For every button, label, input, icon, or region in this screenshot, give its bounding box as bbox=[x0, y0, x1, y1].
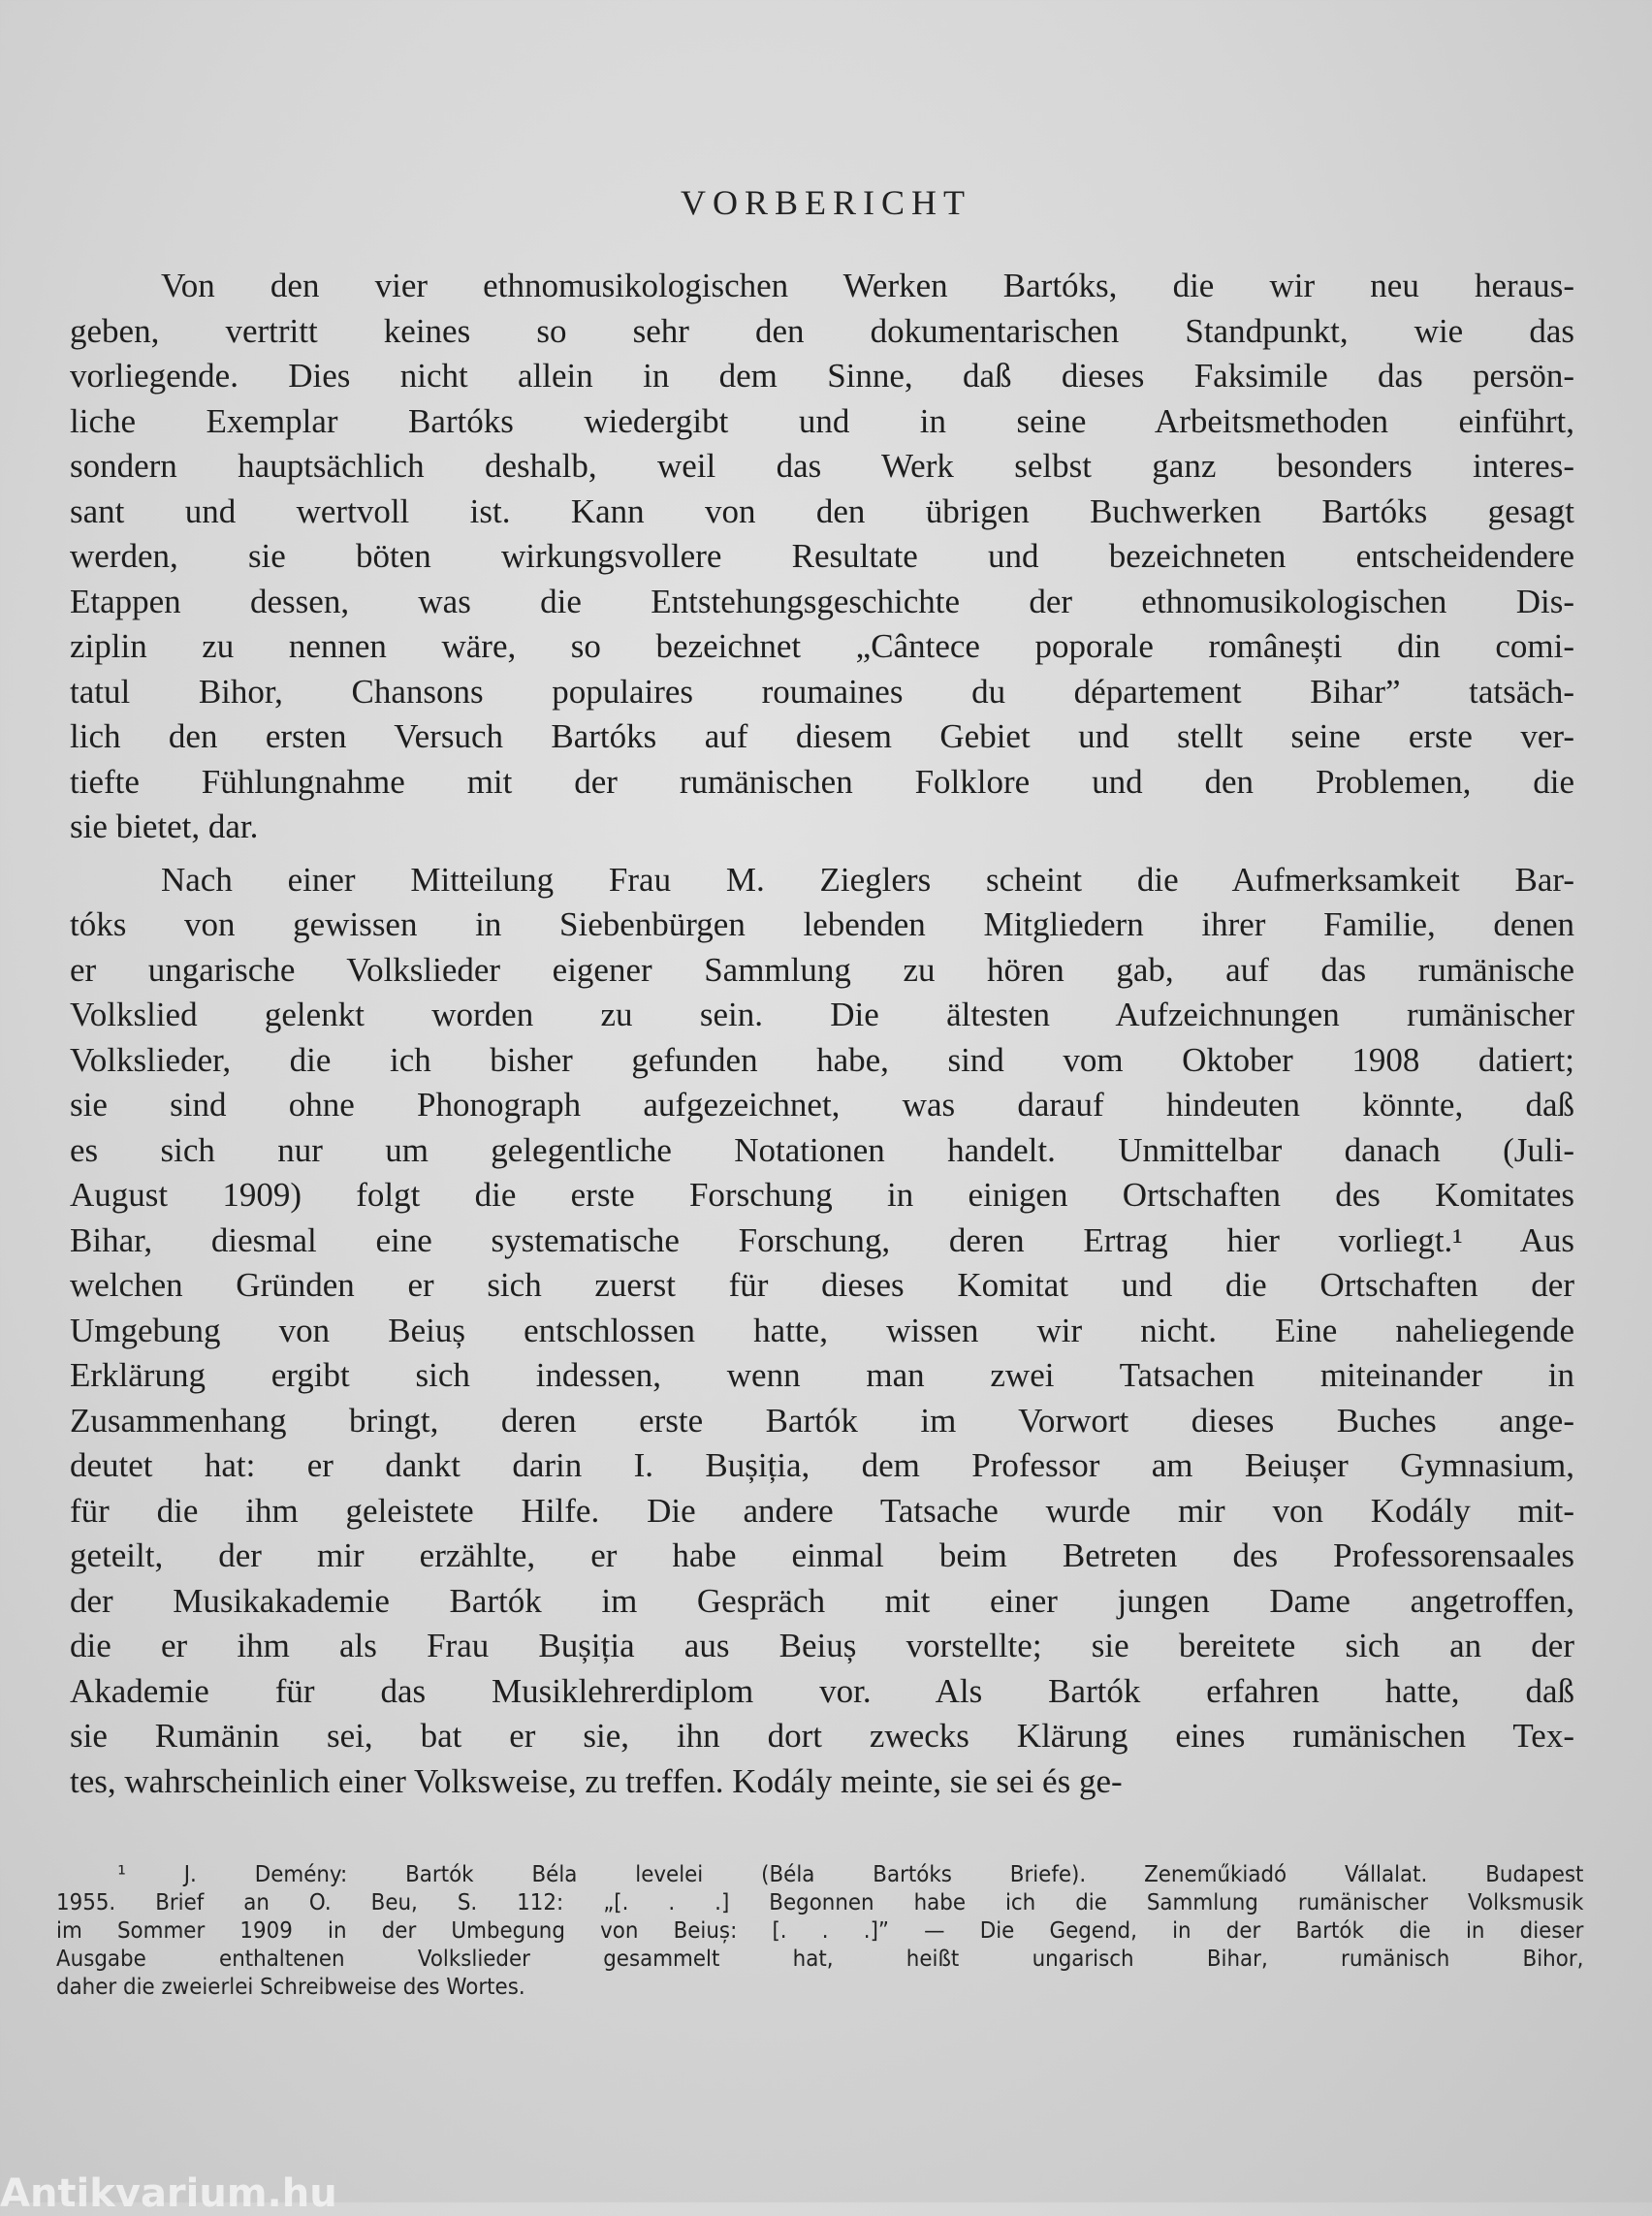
text-line: der Musikakademie Bartók im Gespräch mit einer jungen Dame angetroffen, bbox=[70, 1581, 1574, 1620]
text-line: Akademie für das Musiklehrerdiplom vor. Als Bartók erfahren hatte, daß bbox=[70, 1671, 1574, 1710]
text-line: welchen Gründen er sich zuerst für dieses Komitat und die Ortschaften der bbox=[70, 1266, 1574, 1304]
text-line: er ungarische Volkslieder eigener Sammlung zu hören gab, auf das rumänische bbox=[70, 950, 1574, 989]
paragraph bbox=[70, 264, 1574, 850]
text-line: lich den ersten Versuch Bartóks auf diesem Gebiet und stellt seine erste ver- bbox=[70, 717, 1574, 755]
footnote bbox=[56, 1861, 1583, 2002]
text-line: tóks von gewissen in Siebenbürgen lebenden Mitgliedern ihrer Familie, denen bbox=[70, 905, 1574, 943]
text-line: sie sind ohne Phonograph aufgezeichnet, was darauf hindeuten könnte, daß bbox=[70, 1086, 1574, 1124]
text-line: Von den vier ethnomusikologischen Werken Bartóks, die wir neu heraus- bbox=[161, 267, 1574, 304]
text-line: vorliegende. Dies nicht allein in dem Sinne, daß dieses Faksimile das persön- bbox=[70, 357, 1574, 395]
text-line: tatul Bihor, Chansons populaires roumaines du département Bihar” tatsäch- bbox=[70, 672, 1574, 711]
footnote-line: ¹ J. Demény: Bartók Béla levelei (Béla Bartóks Briefe). Zeneműkiadó Vállalat. Budapest bbox=[117, 1862, 1584, 1887]
text-line: sie Rumänin sei, bat er sie, ihn dort zwecks Klärung eines rumänischen Tex- bbox=[70, 1717, 1574, 1755]
text-line: es sich nur um gelegentliche Notationen handelt. Unmittelbar danach (Juli- bbox=[70, 1130, 1574, 1169]
footnote-line: 1955. Brief an O. Beu, S. 112: „[. . .] Begonnen habe ich die Sammlung rumänischer Volksmusik bbox=[56, 1890, 1584, 1915]
paragraph-gap bbox=[70, 850, 1574, 858]
text-line: ziplin zu nennen wäre, so bezeichnet „Cântece poporale românești din comi- bbox=[70, 627, 1574, 665]
text-line: Zusammenhang bringt, deren erste Bartók im Vorwort dieses Buches ange- bbox=[70, 1401, 1574, 1440]
text-line: geben, vertritt keines so sehr den dokumentarischen Standpunkt, wie das bbox=[70, 311, 1574, 350]
text-line: deutet hat: er dankt darin I. Bușiția, dem Professor am Beiușer Gymnasium, bbox=[70, 1446, 1574, 1484]
text-line: Volkslieder, die ich bisher gefunden habe, sind vom Oktober 1908 datiert; bbox=[70, 1040, 1574, 1079]
text-line: August 1909) folgt die erste Forschung in einigen Ortschaften des Komitates bbox=[70, 1176, 1574, 1214]
text-line: Erklärung ergibt sich indessen, wenn man zwei Tatsachen miteinander in bbox=[70, 1356, 1574, 1394]
text-line: Nach einer Mitteilung Frau M. Zieglers scheint die Aufmerksamkeit Bar- bbox=[161, 860, 1574, 899]
text-line: Umgebung von Beiuș entschlossen hatte, wissen wir nicht. Eine naheliegende bbox=[70, 1311, 1574, 1349]
text-line: Etappen dessen, was die Entstehungsgeschichte der ethnomusikologischen Dis- bbox=[70, 582, 1574, 620]
text-line: sant und wertvoll ist. Kann von den übrigen Buchwerken Bartóks gesagt bbox=[70, 491, 1574, 530]
text-line: sie bietet, dar. bbox=[70, 807, 259, 845]
text-line: Volkslied gelenkt worden zu sein. Die ältesten Aufzeichnungen rumänischer bbox=[70, 996, 1574, 1033]
text-line: sondern hauptsächlich deshalb, weil das Werk selbst ganz besonders interes- bbox=[70, 447, 1574, 485]
watermark: Antikvarium.hu bbox=[0, 2171, 337, 2216]
footnote-line: im Sommer 1909 in der Umbegung von Beiuș: [. . .]” — Die Gegend, in der Bartók die in dieser bbox=[56, 1918, 1584, 1944]
text-line: tes, wahrscheinlich einer Volksweise, zu treffen. Kodály meinte, sie sei és ge- bbox=[70, 1761, 1123, 1800]
footnote-line: daher die zweierlei Schreibweise des Wortes. bbox=[56, 1975, 525, 2000]
text-line: die er ihm als Frau Bușiția aus Beiuș vorstellte; sie bereitete sich an der bbox=[70, 1627, 1574, 1664]
text-line: tiefte Fühlungnahme mit der rumänischen Folklore und den Problemen, die bbox=[70, 762, 1574, 801]
text-line: Bihar, diesmal eine systematische Forschung, deren Ertrag hier vorliegt.¹ Aus bbox=[70, 1220, 1574, 1259]
text-line: geteilt, der mir erzählte, er habe einmal beim Betreten des Professorensaales bbox=[70, 1536, 1574, 1574]
text-line: liche Exemplar Bartóks wiedergibt und in seine Arbeitsmethoden einführt, bbox=[70, 401, 1574, 440]
page-title: VORBERICHT bbox=[680, 183, 971, 222]
footnote-line: Ausgabe enthaltenen Volkslieder gesammelt hat, heißt ungarisch Bihar, rumänisch Bihor, bbox=[56, 1947, 1584, 1972]
body-text bbox=[70, 264, 1574, 1804]
paragraph bbox=[70, 858, 1574, 1805]
text-line: für die ihm geleistete Hilfe. Die andere Tatsache wurde mir von Kodály mit- bbox=[70, 1491, 1574, 1530]
text-line: werden, sie böten wirkungsvollere Resultate und bezeichneten entscheidendere bbox=[70, 537, 1574, 575]
